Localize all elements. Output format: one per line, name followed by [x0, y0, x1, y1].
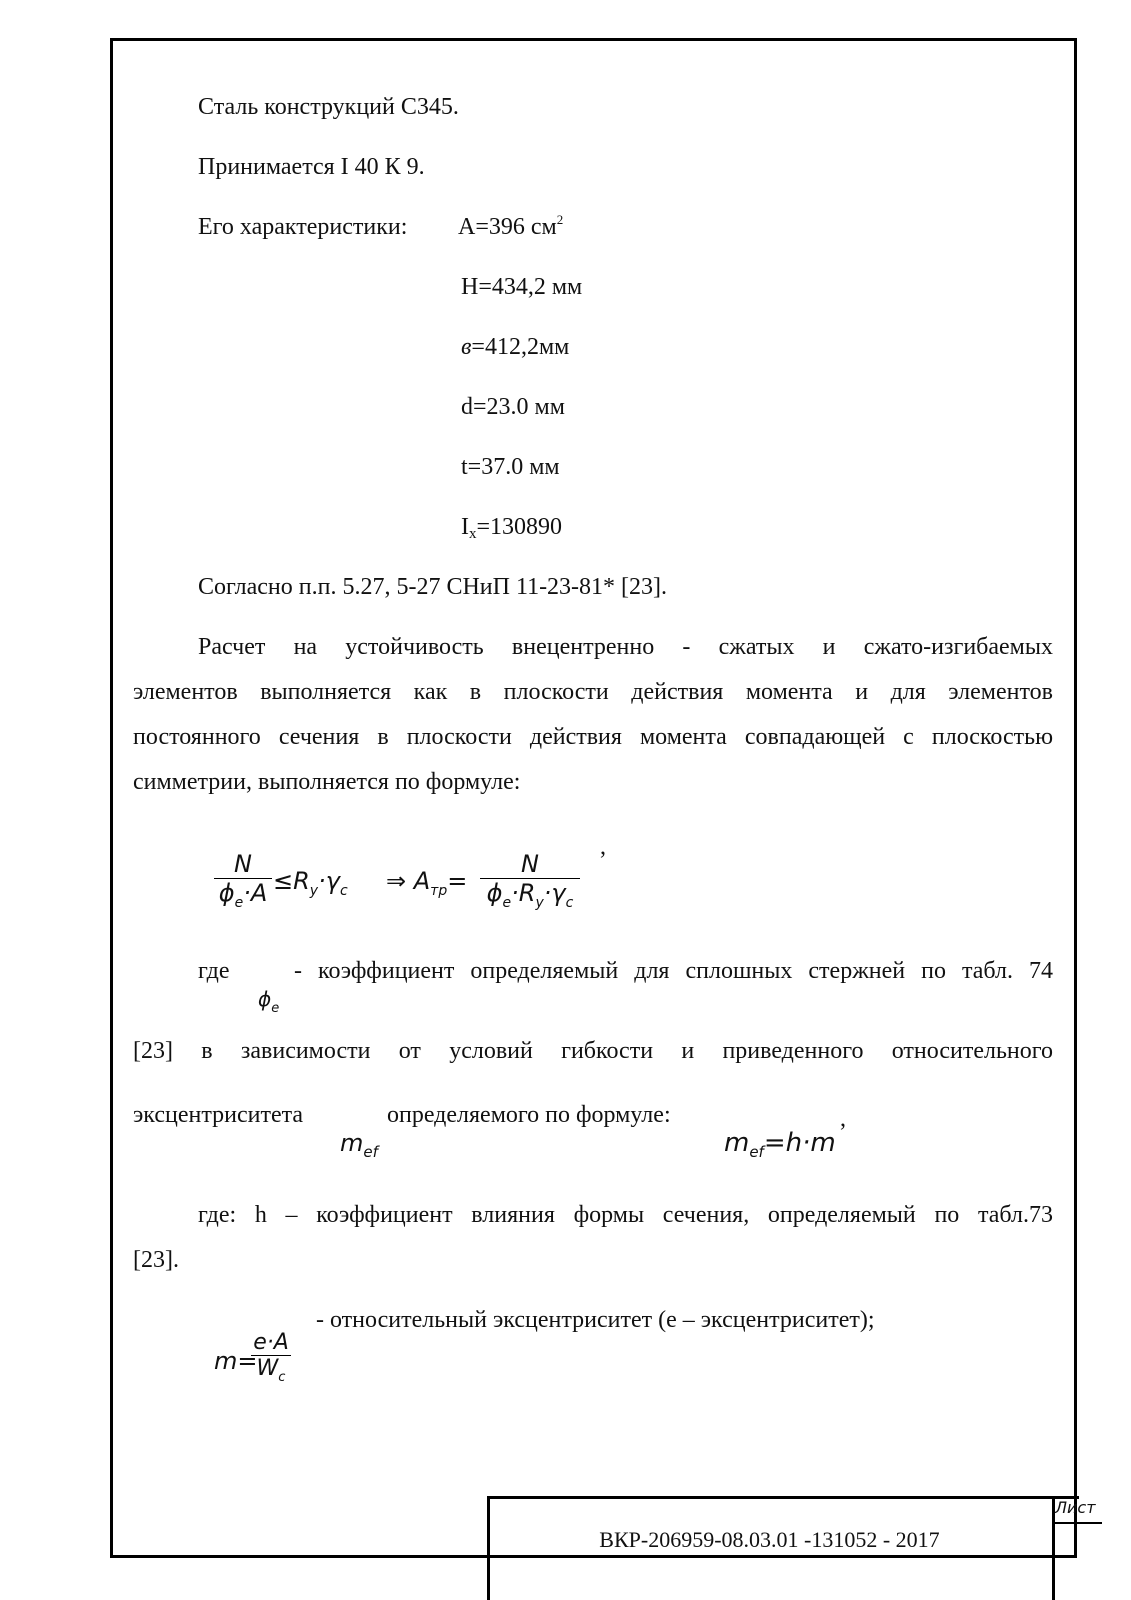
fraction-ea-over-wc: e·A $W_c$: [251, 1330, 291, 1381]
characteristics-label: Его характеристики:: [198, 214, 408, 240]
where-text-3: где: h – коэффициент влияния формы сечения, определяемый по табл.73: [198, 1202, 1053, 1228]
char-area: А=396 $см^2$: [458, 212, 564, 240]
fraction-n-over-phi-r-gamma: N $\phi_e\cdot R_y\cdot\gamma_c$: [480, 850, 580, 907]
paragraph-line-3: постоянного сечения в плоскости действия момента совпадающей с плоскостью: [133, 724, 1053, 750]
where-text-2: [23] в зависимости от условий гибкости и приведенного относительного: [133, 1038, 1053, 1064]
m-ef-formula: $m_{ef}=h\cdot m$: [724, 1128, 836, 1161]
eccentricity-text: определяемого по формуле:: [387, 1102, 671, 1128]
fraction-n-over-phi-a: N $\phi_e\cdot A$: [214, 850, 272, 907]
char-width: в=412,2мм: [461, 334, 570, 360]
steel-line: Сталь конструкций С345.: [198, 94, 459, 120]
char-web: d=23.0 мм: [461, 394, 565, 420]
char-inertia: Ix=130890: [461, 514, 563, 542]
m-ef-comma: ,: [840, 1106, 846, 1132]
relative-eccentricity-text: - относительный эксцентриситет (е – эксцентриситет);: [316, 1307, 875, 1333]
where-text-4: [23].: [133, 1247, 179, 1273]
paragraph-line-2: элементов выполняется как в плоскости действия момента и для элементов: [133, 679, 1053, 705]
eccentricity-label: эксцентриситета: [133, 1102, 304, 1128]
according-line: Согласно п.п. 5.27, 5-27 СНиП 11-23-81* [23].: [198, 574, 668, 600]
phi-e-symbol: $\phi_e$: [258, 987, 280, 1016]
leq-expression: $\le R_y\cdot\gamma_c$: [273, 867, 348, 899]
m-equals: m=: [214, 1347, 258, 1375]
paragraph-line-4: симметрии, выполняется по формуле:: [133, 769, 521, 795]
stamp-sheet-line: [1052, 1522, 1102, 1524]
accepted-line: Принимается I 40 К 9.: [198, 154, 425, 180]
sheet-label: Лист: [1055, 1498, 1096, 1517]
paragraph-line-1: Расчет на устойчивость внецентренно - сжатых и сжато-изгибаемых: [198, 634, 1053, 660]
char-flange: t=37.0 мм: [461, 454, 560, 480]
char-height: Н=434,2 мм: [461, 274, 583, 300]
formula-comma: ,: [600, 834, 606, 860]
m-ef-symbol: $m_{ef}$: [340, 1129, 378, 1161]
document-number: ВКР-206959-08.03.01 -131052 - 2017: [599, 1527, 940, 1552]
stamp-top-line: [487, 1496, 1079, 1499]
where-label-1: где: [198, 958, 230, 984]
where-text-1: - коэффициент определяемый для сплошных стержней по табл. 74: [294, 958, 1053, 984]
implies-expression: ⇒ $A_{тр}=$: [386, 867, 468, 899]
